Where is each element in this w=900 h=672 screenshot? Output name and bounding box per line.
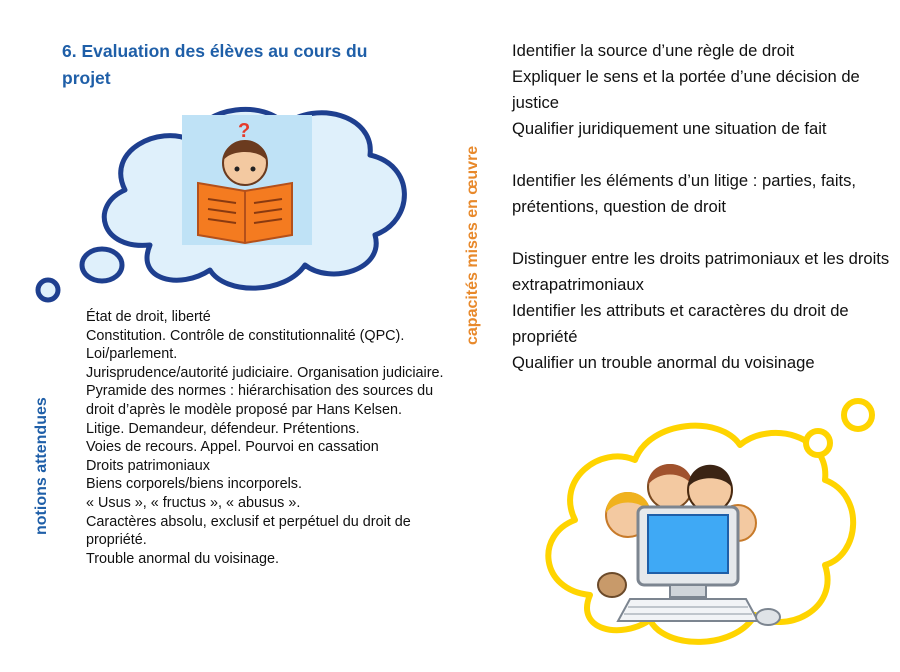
section-title: 6. Evaluation des élèves au cours du projet	[62, 41, 368, 88]
list-item: « Usus », « fructus », « abusus ».	[86, 494, 301, 511]
list-item: Qualifier un trouble anormal du voisinage	[512, 353, 815, 372]
list-item: Trouble anormal du voisinage.	[86, 550, 280, 567]
list-item: Pyramide des normes : hiérarchisation des sources du droit d’après le modèle proposé par Hans Kelsen.	[86, 383, 434, 418]
list-item: Expliquer le sens et la portée d’une décision de justice	[512, 67, 860, 112]
spacer	[512, 220, 892, 246]
list-item: Loi/parlement.	[86, 346, 178, 363]
list-item: Distinguer entre les droits patrimoniaux et les droits extrapatrimoniaux	[512, 249, 890, 294]
list-item: Identifier la source d’une règle de droit	[512, 41, 795, 60]
list-item: Caractères absolu, exclusif et perpétuel du droit de propriété.	[86, 513, 411, 549]
list-item: Jurisprudence/autorité judiciaire. Organisation judiciaire.	[86, 364, 444, 381]
reading-child-icon	[182, 115, 312, 245]
svg-text:?: ?	[238, 120, 251, 142]
notions-list	[86, 308, 458, 568]
list-item: État de droit, liberté	[86, 309, 211, 325]
capacites-list	[512, 38, 892, 376]
spacer	[512, 142, 892, 168]
list-item: Identifier les attributs et caractères du droit de propriété	[512, 301, 849, 346]
list-item: Identifier les éléments d’un litige : parties, faits, prétentions, question de droit	[512, 171, 857, 216]
blue-thought-cloud-illustration	[30, 95, 420, 315]
list-item: Litige. Demandeur, défendeur. Prétentions.	[86, 420, 360, 437]
list-item: Droits patrimoniaux	[86, 457, 210, 474]
list-item: Qualifier juridiquement une situation de fait	[512, 119, 827, 138]
capacites-vertical-label: capacités mises en œuvre	[464, 145, 481, 345]
list-item: Voies de recours. Appel. Pourvoi en cassation	[86, 439, 379, 456]
yellow-thought-cloud-illustration	[520, 395, 900, 670]
list-item: Biens corporels/biens incorporels.	[86, 476, 302, 493]
notions-vertical-label: notions attendues	[33, 397, 50, 535]
list-item: Constitution. Contrôle de constitutionnalité (QPC).	[86, 327, 405, 344]
